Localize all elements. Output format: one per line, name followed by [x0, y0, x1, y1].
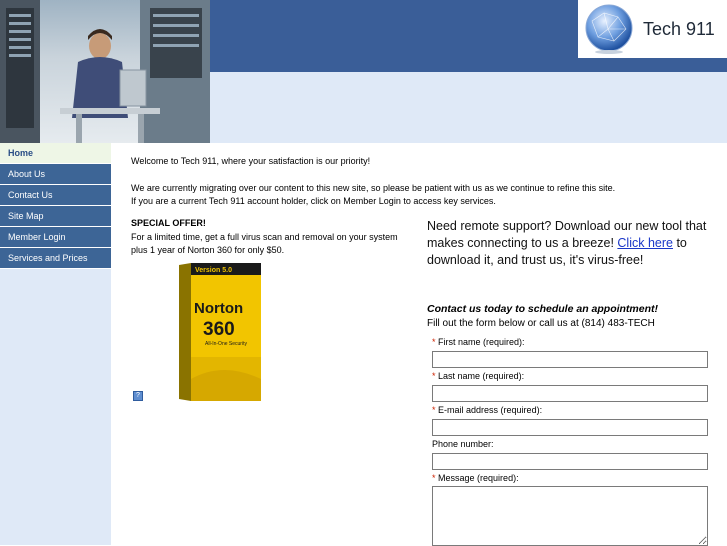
email-label [432, 405, 542, 415]
message-label [432, 473, 519, 483]
first-name-label [432, 337, 525, 347]
email-label-text: E-mail address (required): [438, 405, 543, 415]
message-label-text: Message (required): [438, 473, 519, 483]
site-header [0, 0, 727, 143]
email-input[interactable] [432, 419, 708, 436]
sidebar-item-home[interactable]: Home [0, 143, 111, 164]
hero-photo-server-room [0, 0, 210, 143]
remote-support-text [427, 218, 727, 269]
message-textarea[interactable] [432, 486, 708, 546]
required-asterisk: * [432, 405, 436, 415]
required-asterisk: * [432, 337, 436, 347]
sidebar-item-member-login[interactable]: Member Login [0, 227, 111, 248]
phone-input[interactable] [432, 453, 708, 470]
sidebar-item-site-map[interactable]: Site Map [0, 206, 111, 227]
contact-form-title: Contact us today to schedule an appointment! [427, 303, 659, 315]
required-asterisk: * [432, 371, 436, 381]
welcome-text: Welcome to Tech 911, where your satisfaction is our priority! [131, 156, 371, 166]
required-asterisk: * [432, 473, 436, 483]
norton-360-product-image [163, 261, 277, 403]
norton-brand-text: Norton [194, 300, 244, 317]
logo[interactable] [578, 0, 727, 58]
broken-image-icon: ? [133, 391, 143, 401]
sidebar-item-services-and-prices[interactable]: Services and Prices [0, 248, 111, 269]
norton-version-text: Version 5.0 [195, 267, 232, 274]
sidebar-item-contact-us[interactable]: Contact Us [0, 185, 111, 206]
remote-support-intro: Need remote support? Download our new tool that makes connecting to us a breeze! [427, 219, 707, 250]
phone-label-text: Phone number: [432, 439, 494, 449]
remote-support-outro: to download it, and trust us, it's virus-free! [427, 236, 687, 267]
last-name-label-text: Last name (required): [438, 371, 525, 381]
first-name-label-text: First name (required): [438, 337, 525, 347]
download-remote-tool-link[interactable]: Click here [617, 236, 673, 250]
header-light-band [210, 72, 727, 143]
contact-form-subtitle: Fill out the form below or call us at (814) 483-TECH [427, 318, 655, 329]
sidebar-nav [0, 143, 111, 545]
sidebar-item-about-us[interactable]: About Us [0, 164, 111, 185]
globe-icon [584, 3, 634, 55]
special-offer-text: For a limited time, get a full virus scan and removal on your system plus 1 year of Norton 360 for only $50. [131, 232, 398, 255]
first-name-input[interactable] [432, 351, 708, 368]
phone-label [432, 439, 494, 449]
hero-illustration [0, 0, 210, 143]
last-name-label [432, 371, 524, 381]
logo-text: Tech 911 [643, 19, 715, 39]
norton-tagline-text: All-In-One Security [205, 341, 247, 347]
last-name-input[interactable] [432, 385, 708, 402]
main-content [131, 143, 727, 545]
norton-product-text: 360 [203, 319, 235, 340]
account-holder-notice: If you are a current Tech 911 account holder, click on Member Login to access key services. [131, 196, 496, 206]
migration-notice: We are currently migrating over our content to this new site, so please be patient with us as we continue to refine this site. [131, 183, 616, 193]
special-offer-heading: SPECIAL OFFER! [131, 218, 206, 228]
